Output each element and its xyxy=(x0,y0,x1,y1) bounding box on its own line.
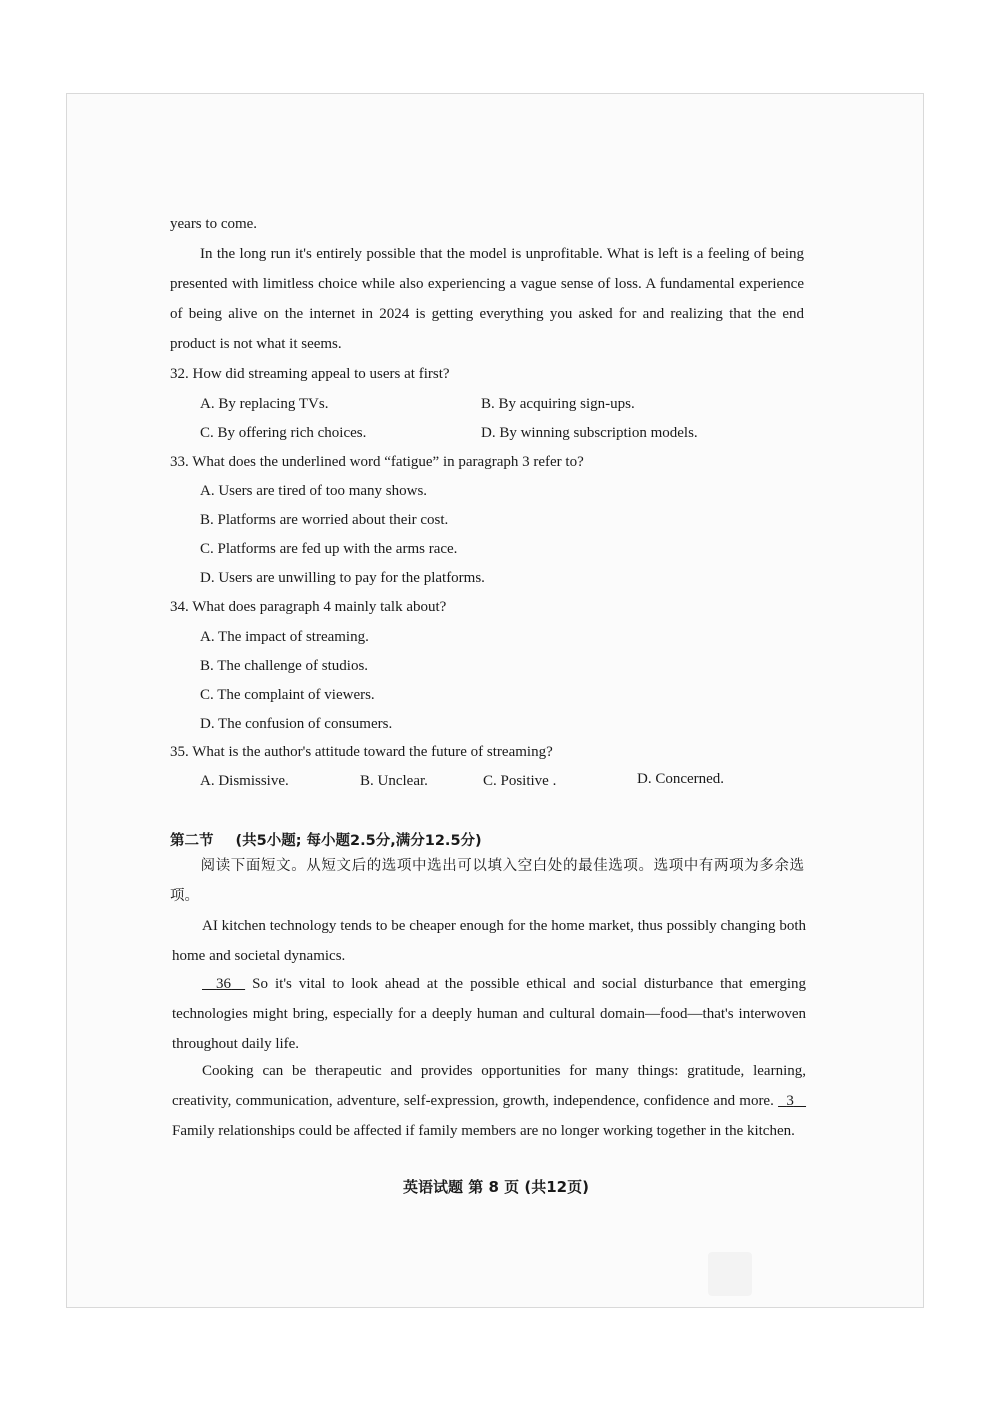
blank-37-number: 3 xyxy=(786,1093,794,1109)
option-34a: A. The impact of streaming. xyxy=(200,629,369,645)
section-scoring: (共5小题; 每小题2.5分,满分12.5分) xyxy=(235,833,482,849)
option-34d: D. The confusion of consumers. xyxy=(200,716,393,732)
passage2-p3-end: Family relationships could be affected if family members are no longer working together in the kitchen. xyxy=(172,1123,795,1139)
passage2-p3 xyxy=(172,1056,806,1146)
passage-tail: years to come. xyxy=(170,216,258,232)
passage2-p3-start: Cooking can be therapeutic and provides opportunities for many things: gratitude, learning, creativity, communication, adventure, self-expression, growth, independence, confidence and more. xyxy=(172,1063,806,1109)
passage2-p2 xyxy=(172,969,806,1059)
passage2-p1-text: AI kitchen technology tends to be cheaper enough for the home market, thus possibly changing both home and societal dynamics. xyxy=(172,918,806,964)
last-paragraph-text: In the long run it's entirely possible that the model is unprofitable. What is left is a feeling of being presented with limitless choice while also experiencing a vague sense of loss. A fundamental experience of being alive on the internet in 2024 is getting everything you asked for and realizing that the end product is not what it seems. xyxy=(170,246,804,352)
option-35c: C. Positive . xyxy=(483,773,557,789)
blank-36 xyxy=(202,976,245,992)
option-32d: D. By winning subscription models. xyxy=(481,425,698,441)
option-33b: B. Platforms are worried about their cost. xyxy=(200,512,449,528)
last-paragraph xyxy=(170,239,804,359)
option-32c: C. By offering rich choices. xyxy=(200,425,367,441)
blank-36-number: 36 xyxy=(216,976,232,992)
page-footer: 英语试题 第 8 页 (共12页) xyxy=(403,1178,589,1196)
section-title: 第二节 xyxy=(170,833,214,849)
option-33a: A. Users are tired of too many shows. xyxy=(200,483,428,499)
passage2-p1 xyxy=(172,911,806,971)
section-heading xyxy=(170,829,482,850)
option-34c: C. The complaint of viewers. xyxy=(200,687,375,703)
option-35b: B. Unclear. xyxy=(360,773,428,789)
option-33c: C. Platforms are fed up with the arms race. xyxy=(200,541,458,557)
question-35: 35. What is the author's attitude toward the future of streaming? xyxy=(170,744,553,760)
option-33d: D. Users are unwilling to pay for the platforms. xyxy=(200,570,485,586)
section-instruction-text: 阅读下面短文。从短文后的选项中选出可以填入空白处的最佳选项。选项中有两项为多余选项。 xyxy=(170,858,804,904)
passage2-p2-text: So it's vital to look ahead at the possible ethical and social disturbance that emerging technologies might bring, especially for a deeply human and cultural domain—food—that's interwoven throughout daily life. xyxy=(172,976,807,1052)
blank-37 xyxy=(778,1093,806,1109)
option-32a: A. By replacing TVs. xyxy=(200,396,329,412)
option-35d: D. Concerned. xyxy=(637,771,725,787)
question-33: 33. What does the underlined word “fatigue” in paragraph 3 refer to? xyxy=(170,454,584,470)
scan-smudge xyxy=(708,1252,752,1296)
question-32: 32. How did streaming appeal to users at first? xyxy=(170,366,450,382)
option-32b: B. By acquiring sign-ups. xyxy=(481,396,635,412)
section-instruction xyxy=(170,851,804,911)
question-34: 34. What does paragraph 4 mainly talk about? xyxy=(170,599,447,615)
option-34b: B. The challenge of studios. xyxy=(200,658,369,674)
option-35a: A. Dismissive. xyxy=(200,773,289,789)
